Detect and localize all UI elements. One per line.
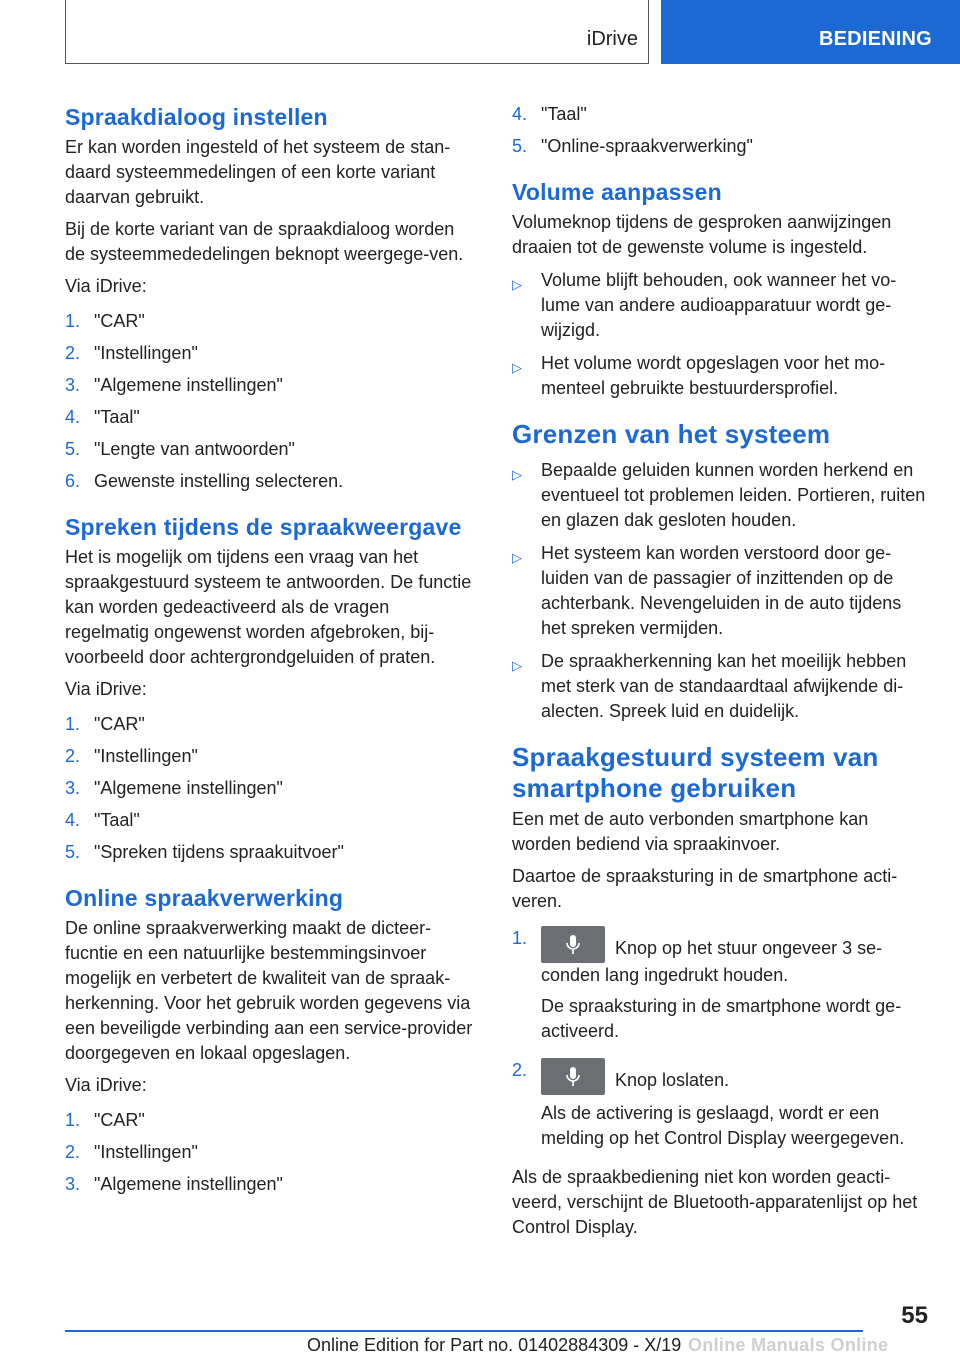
bullet-triangle-icon: ▷	[512, 658, 522, 673]
list-item	[512, 102, 930, 127]
step-number: 2.	[512, 1060, 528, 1080]
paragraph: Volumeknop tijdens de gesproken aanwijzingen draaien tot de gewenste volume is ingesteld.	[512, 212, 892, 257]
step-text: "Spreken tijdens spraakuitvoer"	[94, 842, 344, 862]
step-text: Knop op het stuur ongeveer 3 se-conden lang ingedrukt houden.	[541, 938, 883, 985]
step-list	[65, 1108, 477, 1197]
step-number: 5.	[65, 842, 81, 862]
step-text: "Algemene instellingen"	[94, 1174, 283, 1194]
step-number: 4.	[512, 104, 528, 124]
header-section-title: iDrive	[586, 28, 638, 50]
step-text: Gewenste instelling selecteren.	[94, 471, 344, 491]
bullet-list	[512, 268, 930, 401]
bullet-text: Volume blijft behouden, ook wanneer het vo-lume van andere audioapparatuur wordt ge-wijzigd.	[541, 270, 897, 340]
step-number: 5.	[65, 439, 81, 459]
bullet-triangle-icon: ▷	[512, 550, 522, 565]
paragraph: Als de spraakbediening niet kon worden geacti-veerd, verschijnt de Bluetooth-apparatenlijst op het Control Display.	[512, 1167, 918, 1237]
step-text: "Instellingen"	[94, 746, 198, 766]
header-chapter-tab: BEDIENING	[661, 0, 960, 64]
list-item	[512, 351, 930, 401]
paragraph: Het is mogelijk om tijdens een vraag van het spraakgestuurd systeem te antwoorden. De functie kan worden gedeactiveerd als de vragen regelmatig ongewenst worden afgebroken, bij-voorbeeld door achtergrondgeluiden of praten.	[65, 547, 472, 667]
step-text: "Algemene instellingen"	[94, 778, 283, 798]
header-box	[65, 0, 649, 64]
paragraph: De online spraakverwerking maakt de dicteer-fucntie en een natuurlijke bestemmingsinvoer mogelijk en verbetert de kwaliteit van de spraak-herkenning. Voor het gebruik worden gegevens via een beveiligde verbinding aan een service-provider doorgegeven en lokaal opgeslagen.	[65, 918, 473, 1063]
paragraph: Een met de auto verbonden smartphone kan worden bediend via spraakinvoer.	[512, 809, 869, 854]
step-list	[512, 926, 930, 1158]
step-result: Als de activering is geslaagd, wordt er een melding op het Control Display weergegeven.	[541, 1103, 905, 1148]
step-body	[541, 926, 930, 1051]
step-number: 3.	[65, 1174, 81, 1194]
paragraph: Er kan worden ingesteld of het systeem de stan-daard systeemmedelingen of een korte variant daarvan gebruikt.	[65, 137, 451, 207]
step-text: Knop loslaten.	[615, 1070, 730, 1090]
list-item	[512, 134, 930, 159]
step-number: 1.	[512, 928, 528, 948]
step-number: 1.	[65, 714, 81, 734]
list-item	[65, 840, 477, 865]
list-item	[65, 437, 477, 462]
list-item	[65, 1108, 477, 1133]
bullet-list	[512, 458, 930, 724]
bullet-text: De spraakherkenning kan het moeilijk hebben met sterk van de standaardtaal afwijkende di-alecten. Spreek luid en duidelijk.	[541, 651, 907, 721]
list-item	[65, 341, 477, 366]
list-item	[512, 541, 930, 641]
list-item	[65, 469, 477, 494]
heading-grenzen: Grenzen van het systeem	[512, 419, 831, 449]
paragraph-via: Via iDrive:	[65, 276, 147, 296]
footer-edition: Online Edition for Part no. 01402884309 - X/19	[307, 1335, 682, 1355]
step-text: "Taal"	[94, 407, 140, 427]
page-number: 55	[901, 1302, 928, 1329]
paragraph: Daartoe de spraaksturing in de smartphone acti-veren.	[512, 866, 898, 911]
step-number: 3.	[65, 778, 81, 798]
list-item	[65, 744, 477, 769]
step-text: "Taal"	[94, 810, 140, 830]
list-item	[65, 776, 477, 801]
paragraph-via: Via iDrive:	[65, 1075, 147, 1095]
list-item	[512, 926, 930, 1051]
list-item	[65, 373, 477, 398]
step-list	[65, 309, 477, 494]
step-number: 2.	[65, 746, 81, 766]
step-text: "CAR"	[94, 714, 145, 734]
step-result: De spraaksturing in de smartphone wordt ge-activeerd.	[541, 996, 902, 1041]
step-list	[65, 712, 477, 865]
heading-online-spraakverwerking: Online spraakverwerking	[65, 885, 344, 911]
step-number: 2.	[65, 1142, 81, 1162]
step-text: "CAR"	[94, 1110, 145, 1130]
step-text: "Taal"	[541, 104, 587, 124]
heading-spraakdialoog: Spraakdialoog instellen	[65, 104, 328, 130]
list-item	[512, 649, 930, 724]
bullet-text: Het volume wordt opgeslagen voor het mo-menteel gebruikte bestuurdersprofiel.	[541, 353, 886, 398]
list-item	[512, 458, 930, 533]
list-item	[65, 808, 477, 833]
microphone-icon	[565, 934, 581, 956]
list-item	[65, 309, 477, 334]
list-item	[65, 1140, 477, 1165]
step-text: "Algemene instellingen"	[94, 375, 283, 395]
step-text: "Online-spraakverwerking"	[541, 136, 753, 156]
bullet-triangle-icon: ▷	[512, 467, 522, 482]
heading-spreken-tijdens: Spreken tijdens de spraakweergave	[65, 514, 462, 540]
list-item	[65, 712, 477, 737]
heading-volume-aanpassen: Volume aanpassen	[512, 179, 722, 205]
step-number: 2.	[65, 343, 81, 363]
paragraph-via: Via iDrive:	[65, 679, 147, 699]
footer-watermark: Online Manuals Online	[688, 1335, 889, 1355]
left-column	[65, 100, 477, 1204]
paragraph: Bij de korte variant van de spraakdialoog worden de systeemmededelingen beknopt weergege-ven.	[65, 219, 464, 264]
steering-voice-button	[541, 1058, 605, 1095]
step-number: 4.	[65, 407, 81, 427]
microphone-icon	[565, 1066, 581, 1088]
list-item	[65, 405, 477, 430]
step-list-continued	[512, 102, 930, 159]
step-text: "Instellingen"	[94, 343, 198, 363]
step-text: "Instellingen"	[94, 1142, 198, 1162]
bullet-triangle-icon: ▷	[512, 360, 522, 375]
step-number: 3.	[65, 375, 81, 395]
bullet-text: Het systeem kan worden verstoord door ge-luiden van de passagier of inzittenden op de achterbank. Nevengeluiden in de auto tijdens het spreken vermijden.	[541, 543, 902, 638]
step-text: "CAR"	[94, 311, 145, 331]
footer-divider	[65, 1330, 863, 1332]
step-number: 4.	[65, 810, 81, 830]
bullet-text: Bepaalde geluiden kunnen worden herkend en eventueel tot problemen leiden. Portieren, ruiten en glazen dak gesloten houden.	[541, 460, 926, 530]
step-number: 1.	[65, 1110, 81, 1130]
step-body	[541, 1058, 930, 1158]
list-item	[512, 1058, 930, 1158]
step-number: 1.	[65, 311, 81, 331]
step-number: 6.	[65, 471, 81, 491]
bullet-triangle-icon: ▷	[512, 277, 522, 292]
heading-smartphone: Spraakgestuurd systeem van smartphone gebruiken	[512, 742, 879, 803]
steering-voice-button	[541, 926, 605, 963]
list-item	[512, 268, 930, 343]
right-column	[512, 100, 930, 1247]
list-item	[65, 1172, 477, 1197]
step-number: 5.	[512, 136, 528, 156]
step-text: "Lengte van antwoorden"	[94, 439, 295, 459]
